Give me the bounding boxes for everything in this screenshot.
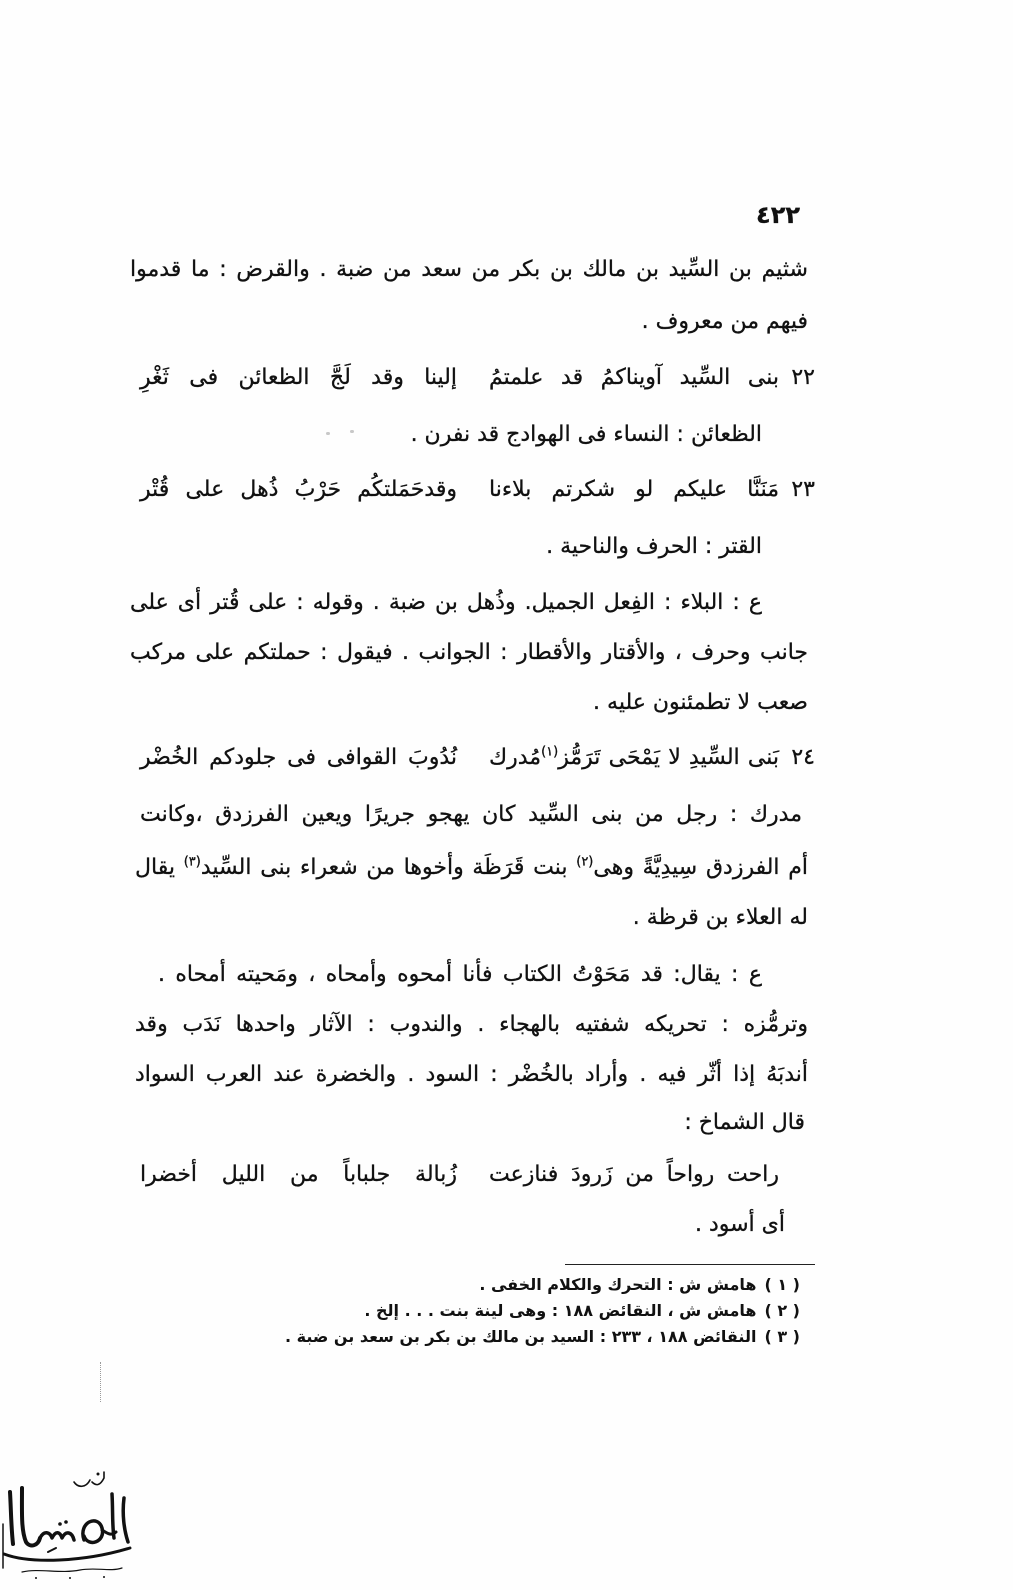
footnote xyxy=(240,1324,800,1350)
scan-speck xyxy=(100,1362,101,1402)
verse-24 xyxy=(140,738,815,778)
second-hemistich: زُبالة جلباباً من الليل أخضرا xyxy=(140,1162,457,1187)
watermark-logo xyxy=(0,1468,135,1588)
gloss-line xyxy=(135,848,808,888)
gloss-line: القتر : الحرف والناحية . xyxy=(546,534,762,559)
first-hemistich: راحت رواحاً من زَرودَ فنازعت xyxy=(489,1162,779,1187)
commentary-line: قال الشماخ : xyxy=(684,1110,805,1135)
gloss-line: أى أسود . xyxy=(694,1212,785,1237)
gloss-text: يقال xyxy=(135,855,184,880)
commentary-line: ع : البلاء : الفِعل الجميل. وذُهل بن ضبة . وقوله : على قُتر أى على xyxy=(130,590,762,615)
gloss-line: الظعائن : النساء فى الهوادج قد نفرن . xyxy=(410,422,762,447)
footnote-reference: (٢) xyxy=(576,854,594,870)
footnote xyxy=(240,1272,800,1298)
gloss-text: بنت قَرَظَة وأخوها من شعراء بنى السِّيد xyxy=(200,855,577,880)
verse-number: ٢٢ xyxy=(791,365,815,390)
verse-number: ٢٣ xyxy=(791,477,815,502)
footnote-separator xyxy=(565,1264,815,1265)
scan-speck xyxy=(326,432,330,435)
footnote-text: هامش ش ، النقائض ١٨٨ : وهى لينة بنت . . . إلخ . xyxy=(364,1301,757,1320)
commentary-line: جانب وحرف ، والأقتار والأقطار : الجوانب . فيقول : حملتكم على مركب xyxy=(130,640,808,665)
verse-23 xyxy=(140,470,815,510)
footnote-text: هامش ش : التحرك والكلام الخفى . xyxy=(479,1275,757,1294)
footnote-marker: ( ١ ) xyxy=(764,1275,800,1294)
gloss-line: مدرك : رجل من بنى السِّيد كان يهجو جريرًا ويعين الفرزدق ،وكانت xyxy=(140,802,802,827)
footnote-marker: ( ٢ ) xyxy=(764,1301,800,1320)
second-hemistich: إلينا وقد لَجَّ الظعائن فى ثَغْرِ xyxy=(140,365,457,390)
verse-22 xyxy=(140,358,815,398)
footnote-text: النقائض ١٨٨ ، ٢٣٣ : السيد بن مالك بن بكر بن سعد بن ضبة . xyxy=(284,1327,757,1346)
commentary-line: أندبَهُ إذا أثّر فيه . وأراد بالخُضْر : السود . والخضرة عند العرب السواد xyxy=(135,1062,808,1087)
footnote xyxy=(240,1298,800,1324)
gloss-line: له العلاء بن قرظة . xyxy=(632,905,808,930)
footnote-marker: ( ٣ ) xyxy=(764,1327,800,1346)
footnote-reference: (٣) xyxy=(183,854,201,870)
second-hemistich: وقدحَمَلتكُم حَرْبُ ذُهل على قُتْر xyxy=(140,477,457,502)
gloss-text: أم الفرزدق سِيدِيَّةً وهى xyxy=(593,855,808,880)
first-hemistich: مَنَنَّا عليكم لو شكرتم بلاءنا xyxy=(489,477,779,502)
first-hemistich: بنى السِّيد آويناكمُ قد علمتمُ xyxy=(489,365,779,390)
footnote-reference: (١) xyxy=(541,744,559,760)
verse-number: ٢٤ xyxy=(791,745,815,770)
hemistich-text: مُدرك xyxy=(489,745,542,770)
scan-speck xyxy=(350,430,354,433)
text-line: شثيم بن السِّيد بن مالك بن بكر من سعد من ضبة . والقرض : ما قدموا xyxy=(130,257,808,282)
text-line: فيهم من معروف . xyxy=(641,309,808,334)
commentary-line: صعب لا تطمئنون عليه . xyxy=(593,690,808,715)
first-hemistich xyxy=(489,738,779,778)
hemistich-text: بَنى السِّيدِ لا يَمْحَى تَرَمُّز xyxy=(558,745,779,770)
second-hemistich: نُدُوبَ القوافى فى جلودكم الخُضْر xyxy=(140,745,457,770)
page-number: ٤٢٢ xyxy=(756,201,800,229)
commentary-line: وترمُّزه : تحريكه شفتيه بالهجاء . والندوب : الآثار واحدها نَدَب وقد xyxy=(135,1012,808,1037)
commentary-line: ع : يقال: قد مَحَوْتُ الكتاب فأنا أمحوه وأمحاه ، ومَحيته أمحاه . xyxy=(158,962,762,987)
quoted-verse xyxy=(140,1155,815,1195)
